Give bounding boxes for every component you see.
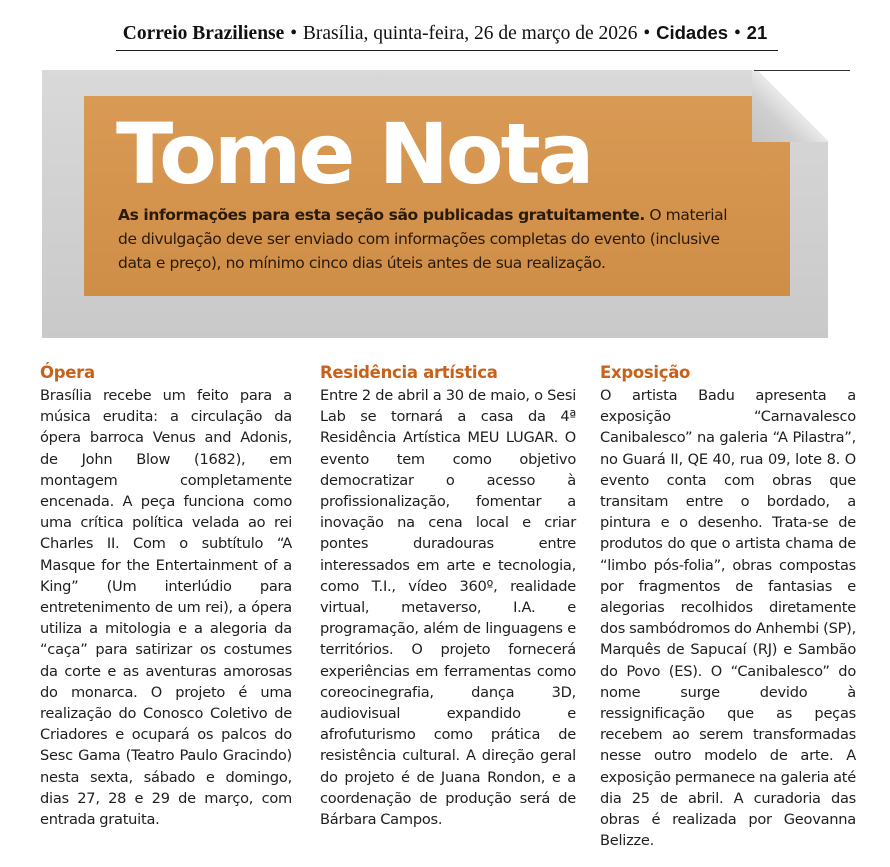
section-name: Cidades <box>656 22 729 43</box>
banner-lead-rest: O material de divulgação deve ser enviado com informações completas do evento (inclusive data e preço), no mínimo cinco dias úteis antes de sua realização. <box>118 206 728 272</box>
article-body: Brasília recebe um feito para a música erudita: a circulação da ópera barroca Venus and Adonis, de John Blow (1682), em montagem completamente encenada. A peça funciona como uma crítica política velada ao rei Charles II. Com o subtítulo “A Masque for the Entertainment of a King” (Um interlúdio para entretenimento de um rei), a ópera utiliza a mitologia e a alegoria da “caça” para satirizar os costumes da corte e as aventuras amorosas do monarca. O projeto é uma realização do Conosco Coletivo de Criadores e ocupará os palcos do Sesc Gama (Teatro Paulo Gracindo) nesta sexta, sábado e domingo, dias 27, 28 e 29 de março, com entrada gratuita. <box>40 387 292 829</box>
header-separator: • <box>290 23 298 44</box>
article-opera <box>40 361 292 830</box>
article-exposicao <box>600 361 856 851</box>
header-rule <box>116 50 778 51</box>
article-heading: Ópera <box>40 363 95 382</box>
dateline: Brasília, quinta-feira, 26 de março de 2026 <box>302 23 638 44</box>
banner-lead <box>118 203 728 275</box>
page-curl-decoration <box>752 70 830 142</box>
corner-rule <box>754 70 850 71</box>
article-residencia <box>320 361 576 830</box>
banner-lead-bold: As informações para esta seção são publicadas gratuitamente. <box>118 206 645 224</box>
article-heading: Exposição <box>600 363 691 382</box>
page-number: 21 <box>746 22 768 43</box>
banner-title: Tome Nota <box>116 105 592 203</box>
page-header <box>0 22 890 45</box>
header-separator: • <box>733 23 741 44</box>
article-body: Entre 2 de abril a 30 de maio, o Sesi Lab se tornará a casa da 4ª Residência Artística MEU LUGAR. O evento tem como objetivo democratizar o acesso à profissionalização, fomentar a inovação na cena local e criar pontes duradouras entre interessados em arte e tecnologia, como T.I., vídeo 360º, realidade virtual, metaverso, I.A. e programação, além de linguagens e territórios. O projeto fornecerá experiências em ferramentas como coreocinegrafia, dança 3D, audiovisual expandido e afrofuturismo como prática de resistência cultural. A direção geral do projeto é de Juana Rondon, e a coordenação de produção será de Bárbara Campos. <box>320 387 576 829</box>
article-heading: Residência artística <box>320 363 498 382</box>
newspaper-name: Correio Braziliense <box>122 23 285 44</box>
article-body: O artista Badu apresenta a exposição “Carnavalesco Canibalesco” na galeria “A Pilastra”, no Guará II, QE 40, rua 09, lote 8. O evento conta com obras que transitam entre o bordado, a pintura e o desenho. Trata-se de produtos do que o artista chama de “limbo pós-folia”, obras compostas por fragmentos de fantasias e alegorias recolhidos diretamente dos sambódromos do Anhembi (SP), Marquês de Sapucaí (RJ) e Sambão do Povo (ES). O “Canibalesco” do nome surge devido à ressignificação que as peças recebem ao serem transformadas nesse outro modelo de arte. A exposição permanece na galeria até dia 25 de abril. A curadoria das obras é realizada por Geovanna Belizze. <box>600 387 856 850</box>
header-separator: • <box>643 23 651 44</box>
